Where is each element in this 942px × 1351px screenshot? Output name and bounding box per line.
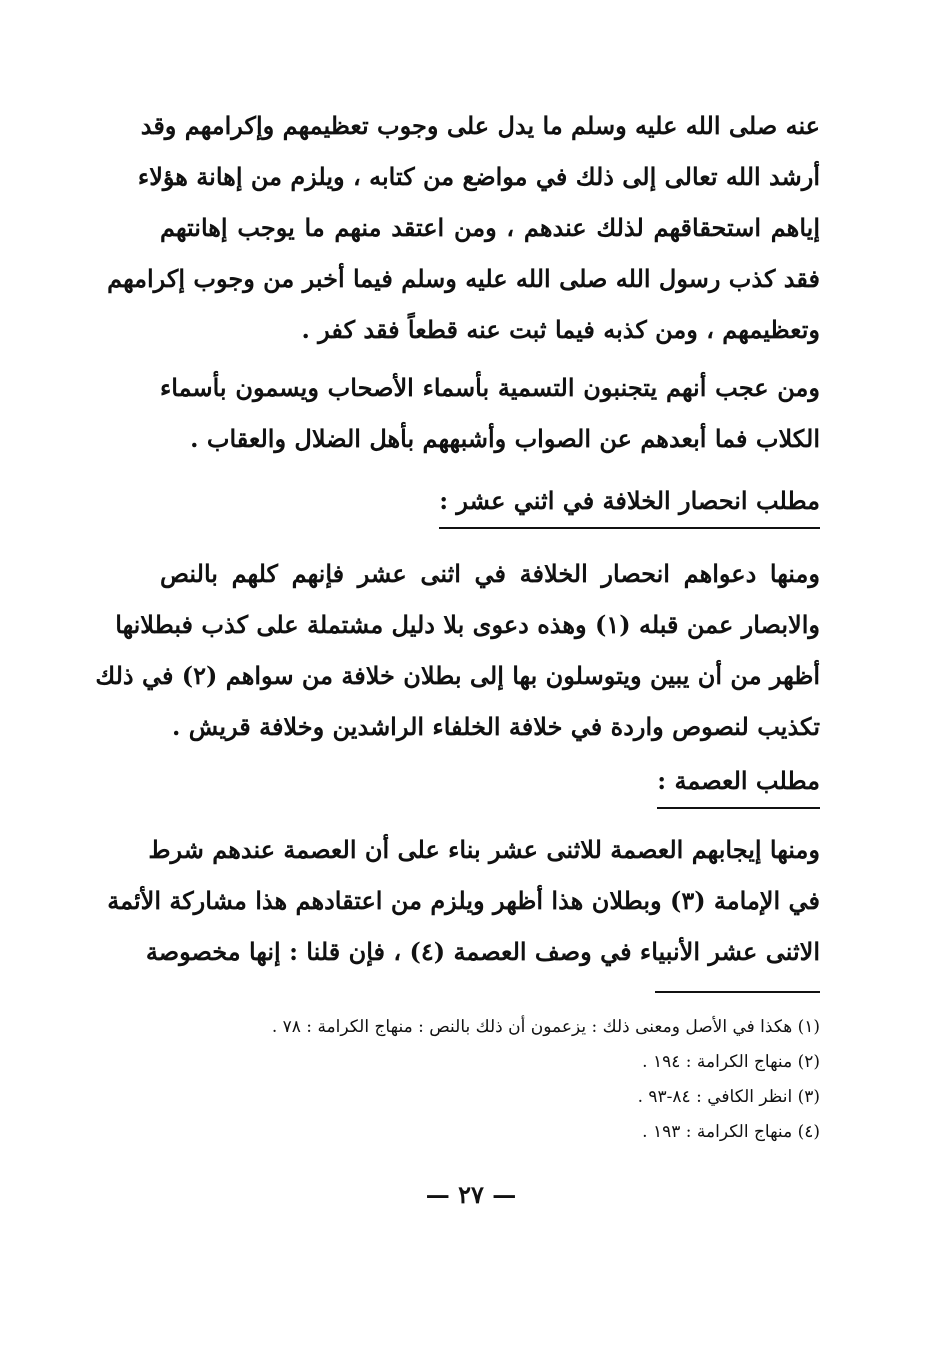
paragraph-4 xyxy=(107,824,820,977)
text-line: الكلاب فما أبعدهم عن الصواب وأشبههم بأهل الضلال والعقاب . xyxy=(190,424,820,453)
footnote: (٣) انظر الكافي : ٨٤-٩٣ . xyxy=(637,1087,820,1107)
text-line: فقد كذب رسول الله صلى الله عليه وسلم فيما أخبر من وجوب إكرامهم xyxy=(107,264,820,293)
text-line: والابصار عمن قبله (١) وهذه دعوى بلا دليل مشتملة على كذب فبطلانها xyxy=(115,610,820,639)
footnote-separator xyxy=(655,991,820,993)
text-line: عنه صلى الله عليه وسلم ما يدل على وجوب تعظيمهم وإكرامهم وقد xyxy=(140,111,820,140)
text-line: إياهم استحقاقهم لذلك عندهم ، ومن اعتقد منهم ما يوجب إهانتهم xyxy=(160,213,821,242)
paragraph-2 xyxy=(160,362,820,464)
text-line: ومنها دعواهم انحصار الخلافة في اثنى عشر فإنهم كلهم بالنص xyxy=(160,559,820,588)
paragraph-1 xyxy=(107,100,821,355)
footnote: (٤) منهاج الكرامة : ١٩٣ . xyxy=(642,1122,820,1142)
page-number: — ٢٧ — xyxy=(425,1180,517,1209)
text-line: تكذيب لنصوص واردة في خلافة الخلفاء الراشدين وخلافة قريش . xyxy=(172,712,820,741)
text-line: ومنها إيجابهم العصمة للاثنى عشر بناء على أن العصمة عندهم شرط xyxy=(148,835,820,864)
section-heading-caliphate: مطلب انحصار الخلافة في اثني عشر : xyxy=(439,481,820,529)
text-line: أظهر من أن يبين ويتوسلون بها إلى بطلان خلافة من سواهم (٢) في ذلك xyxy=(95,661,820,690)
footnotes xyxy=(160,1010,820,1150)
footnote: (١) هكذا في الأصل ومعنى ذلك : يزعمون أن ذلك بالنص : منهاج الكرامة : ٧٨ . xyxy=(271,1017,820,1037)
text-line: الاثنى عشر الأنبياء في وصف العصمة (٤) ، فإن قلنا : إنها مخصوصة xyxy=(145,937,820,966)
paragraph-3 xyxy=(95,548,820,752)
text-line: ومن عجب أنهم يتجنبون التسمية بأسماء الأصحاب ويسمون بأسماء xyxy=(160,373,820,402)
footnote: (٢) منهاج الكرامة : ١٩٤ . xyxy=(642,1052,820,1072)
text-line: أرشد الله تعالى إلى ذلك في مواضع من كتابه ، ويلزم من إهانة هؤلاء xyxy=(137,162,820,191)
text-line: في الإمامة (٣) وبطلان هذا أظهر ويلزم من اعتقادهم هذا مشاركة الأئمة xyxy=(107,886,820,915)
section-heading-infallibility: مطلب العصمة : xyxy=(657,761,820,809)
text-line: وتعظيمهم ، ومن كذبه فيما ثبت عنه قطعاً فقد كفر . xyxy=(301,315,820,344)
